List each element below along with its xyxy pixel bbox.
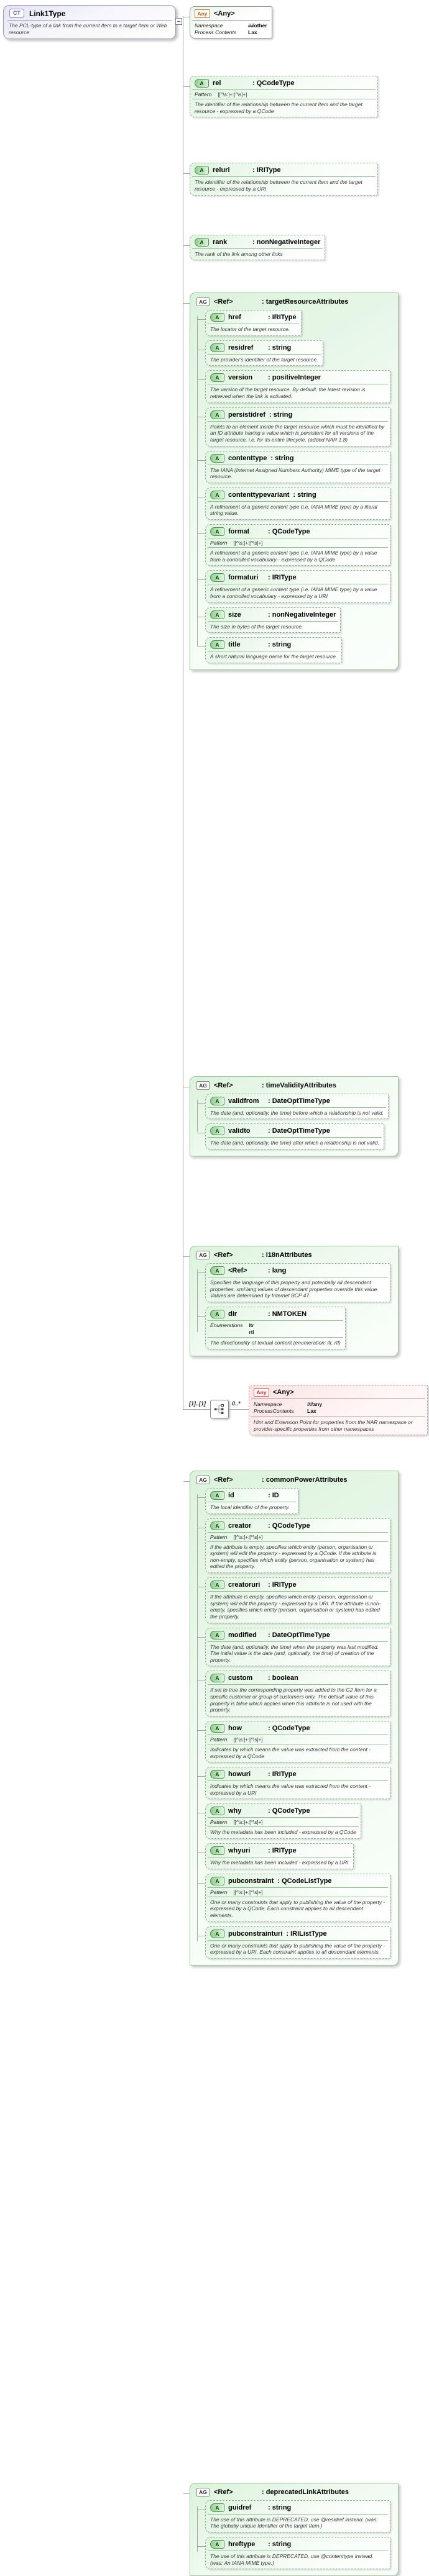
any-icon: Any: [254, 1388, 269, 1397]
attribute-name: id: [228, 1491, 234, 1499]
any-head: [249, 1386, 427, 1399]
attribute-name: rank: [213, 238, 228, 246]
group-attribute-list: [205, 1263, 394, 1349]
attribute-type: : lang: [268, 1267, 287, 1274]
attribute-type: : IRIType: [268, 574, 297, 582]
attribute-box-dir[interactable]: [205, 1307, 346, 1349]
attribute-description: If the attribute is empty, specifies which entity (person, organisation or system) will edit the property - expressed by a QCode. If the attribute is non-empty, specifies which entity (person, organisation or system) has edited the property.: [210, 1543, 377, 1570]
attribute-group-targetResourceAttributes[interactable]: [190, 293, 399, 670]
attribute-head: [206, 451, 390, 465]
attribute-head: [206, 1844, 353, 1857]
attribute-name: dir: [228, 1310, 238, 1318]
enumeration-value: ltr: [249, 1322, 254, 1328]
attribute-icon: A: [210, 1877, 224, 1885]
group-attribute-list: [205, 2500, 394, 2570]
attribute-group-timeValidityAttributes[interactable]: [190, 1076, 399, 1156]
any-properties: [251, 1399, 425, 1417]
attribute-name: validto: [228, 1127, 251, 1135]
attribute-head: [206, 1578, 390, 1591]
attribute-box-title[interactable]: [205, 637, 342, 663]
attribute-description: The IANA (Internet Assigned Numbers Authority) MIME type of the target resource.: [208, 465, 388, 483]
pattern-value: [[^\s:]+:[^\s]+]: [233, 540, 263, 546]
attribute-head: [206, 341, 323, 354]
attribute-type: : string: [269, 410, 293, 419]
attribute-icon: A: [210, 454, 224, 463]
attribute-box-persistidref[interactable]: [205, 407, 390, 447]
wildcard-compositor-icon[interactable]: [210, 1400, 229, 1418]
attribute-name: formaturi: [228, 574, 259, 582]
attribute-box-reluri[interactable]: [190, 163, 378, 195]
attribute-icon: A: [210, 1846, 224, 1855]
attribute-name: guidref: [228, 2503, 252, 2511]
attribute-description: If set to true the corresponding property was added to the G2 Item for a specific customer or group of customers only. The default value of this property is false which applies when this attribute is not used with the property.: [208, 1684, 388, 1716]
attribute-icon: A: [195, 166, 209, 175]
attribute-description: Indicates by which means the value was extracted from the content - expressed by a URI: [208, 1780, 388, 1798]
occurrence-label-right: 0..*: [232, 1400, 241, 1407]
attribute-head: [206, 1519, 390, 1532]
attribute-type: : DateOptTimeType: [268, 1631, 330, 1639]
pattern-value: [[^\s:]+:[^\s]+]: [233, 1534, 263, 1540]
attribute-name: pubconstraint: [228, 1877, 274, 1885]
attribute-type: : IRIType: [252, 166, 281, 175]
attribute-group-head: [195, 1078, 394, 1094]
attribute-box-whyuri[interactable]: [205, 1843, 354, 1869]
attribute-type: : NMTOKEN: [268, 1310, 307, 1318]
attribute-name: size: [228, 610, 241, 619]
attribute-type: : ID: [268, 1491, 279, 1499]
attribute-description: The date (and, optionally, the time) when the property was last modified. The initial value is the date (and, optionally, the time) of creation of the property.: [208, 1641, 388, 1666]
any-property-row: [195, 29, 267, 35]
attribute-icon: A: [195, 79, 209, 88]
attribute-head: [206, 2501, 390, 2514]
attribute-box-size[interactable]: [205, 607, 341, 633]
any-icon: Any: [195, 9, 210, 18]
attribute-icon: A: [210, 1807, 224, 1815]
attribute-type: : string: [268, 2541, 292, 2548]
attribute-group-commonPowerAttributes[interactable]: [190, 1471, 399, 1966]
attribute-type: : string: [293, 491, 316, 499]
attribute-icon: A: [210, 1581, 224, 1589]
attribute-icon: A: [210, 313, 224, 322]
attribute-description: Why the metadata has been included - expressed by a QCode: [210, 1829, 356, 1836]
pattern-label: Pattern: [195, 91, 212, 98]
attribute-head: [206, 1489, 298, 1502]
attribute-name: custom: [228, 1674, 253, 1682]
attribute-head: [206, 1094, 388, 1107]
attribute-box-guidref[interactable]: [205, 2500, 390, 2533]
attribute-icon: A: [210, 610, 224, 619]
any-element-box-any-other[interactable]: [190, 6, 272, 39]
group-ref: <Ref>: [214, 1081, 233, 1089]
attribute-box-pubconstrainturi[interactable]: [205, 1926, 390, 1959]
attribute-icon: A: [210, 1770, 224, 1779]
attribute-type: : string: [268, 2503, 292, 2511]
property-value: Lax: [307, 1408, 316, 1414]
property-label: Namespace: [254, 1401, 282, 1407]
attribute-name: how: [228, 1724, 242, 1732]
property-value: Lax: [248, 29, 257, 35]
attribute-box-custom[interactable]: [205, 1671, 390, 1717]
enumeration-values: [249, 1322, 254, 1336]
attribute-box-howuri[interactable]: [205, 1767, 390, 1799]
attribute-name: pubconstrainturi: [228, 1930, 283, 1938]
attribute-icon: A: [210, 1674, 224, 1682]
attribute-head: [206, 1927, 390, 1940]
connector-line-left: [183, 1409, 210, 1410]
attribute-box-creator[interactable]: [205, 1518, 390, 1574]
complextype-title: Link1Type: [29, 9, 66, 18]
attribute-box-id[interactable]: [205, 1488, 298, 1514]
group-attribute-list: [205, 1094, 394, 1150]
any-head: [190, 7, 272, 20]
attribute-icon: A: [210, 1310, 224, 1318]
attribute-icon: A: [210, 1522, 224, 1530]
attribute-description: The date (and, optionally, the time) before which a relationship is not valid.: [208, 1107, 386, 1119]
property-value: ##any: [307, 1401, 323, 1407]
attribute-description: The date (and, optionally, the time) after which a relationship is not valid.: [208, 1137, 382, 1149]
attribute-icon: A: [210, 1631, 224, 1639]
attribute-type: : string: [268, 343, 292, 351]
attribute-box-pubconstraint[interactable]: [205, 1874, 390, 1922]
property-label: ProcessContents: [254, 1408, 294, 1414]
group-name: : targetResourceAttributes: [262, 298, 349, 306]
attribute-head: [190, 235, 325, 248]
attribute-description: The local identifier of the property.: [208, 1502, 296, 1513]
attribute-box-why[interactable]: [205, 1803, 361, 1839]
attribute-head: [190, 76, 377, 89]
attribute-description: A refinement of a generic content type (i.e. IANA MIME type) by a value from a controlled vocabulary - expressed by a URI: [208, 584, 388, 602]
attribute-description: Points to an element inside the target resource which must be identified by an ID attribute having a value which is persistent for all versions of the target resource, i.e. for its entire lifecycle. (added NAR 1.8): [208, 421, 388, 446]
attribute-type: : nonNegativeInteger: [252, 238, 321, 246]
attribute-group-icon: AG: [196, 1251, 210, 1259]
attribute-head: [206, 638, 341, 651]
attribute-name: modified: [228, 1631, 257, 1639]
attribute-type: : nonNegativeInteger: [268, 610, 336, 619]
attribute-group-icon: AG: [196, 1081, 210, 1090]
attribute-head: [206, 1767, 390, 1780]
attribute-name: reluri: [213, 166, 230, 175]
attribute-head: [206, 1804, 361, 1817]
attribute-head: [206, 525, 390, 538]
pattern-value: [[^\s:]+:[^\s]+]: [233, 1820, 263, 1826]
attribute-name: version: [228, 374, 253, 382]
pattern-row: [192, 89, 376, 99]
attribute-type: : IRIListType: [286, 1930, 327, 1938]
attribute-group-head: [195, 294, 394, 310]
pattern-row: [208, 538, 388, 548]
attribute-icon: A: [210, 2503, 224, 2512]
attribute-description: The use of this attribute is DEPRECATED, use @residref instead. (was: The globally unique Identifier of the target Item.): [208, 2514, 388, 2532]
attribute-box-validto[interactable]: [205, 1123, 384, 1150]
attribute-type: : IRIType: [268, 1847, 297, 1854]
occurrence-label-left: [1]..[1]: [189, 1400, 206, 1407]
attribute-name: persistidref: [228, 410, 265, 419]
attribute-box-formaturi[interactable]: [205, 570, 390, 602]
complextype-head: [4, 6, 175, 20]
attribute-box-href[interactable]: [205, 310, 302, 336]
attribute-group-deprecatedLinkAttributes[interactable]: [190, 2483, 399, 2576]
attribute-head: [206, 1264, 390, 1277]
any-property-row: [254, 1401, 423, 1407]
attribute-head: [206, 571, 390, 584]
attribute-name: contenttype: [228, 454, 267, 462]
collapse-toggle[interactable]: [175, 18, 182, 25]
attribute-icon: A: [210, 573, 224, 582]
property-label: Process Contents: [195, 29, 237, 35]
attribute-group-icon: AG: [196, 297, 210, 306]
attribute-icon: A: [210, 640, 224, 649]
attribute-head: [206, 371, 390, 384]
attribute-description: The rank of the link among other links: [192, 248, 323, 260]
attribute-icon: A: [210, 1266, 224, 1275]
attribute-box-creatoruri[interactable]: [205, 1577, 390, 1623]
attribute-icon: A: [195, 238, 209, 247]
attribute-description: The version of the target resource. By default, the latest revision is retrieved when the link is activated.: [208, 384, 388, 402]
attribute-type: : string: [268, 641, 292, 649]
attribute-name: creatoruri: [228, 1581, 261, 1589]
attribute-icon: A: [210, 343, 224, 352]
group-ref: <Ref>: [214, 298, 233, 306]
any-title: <Any>: [214, 10, 235, 17]
attribute-box-hreftype[interactable]: [205, 2537, 390, 2569]
attribute-head: [206, 2537, 390, 2551]
attribute-description: The provider's identifier of the target resource.: [208, 354, 321, 366]
attribute-group-icon: AG: [196, 1476, 210, 1484]
attribute-description: Specifies the language of this property and potentially all descendant properties. xml:lang values of descendant properties override this value. Values are determined by Internet BCP 47.: [208, 1277, 388, 1302]
property-label: Namespace: [195, 22, 223, 29]
attribute-type: : string: [270, 454, 294, 462]
any-properties: [192, 20, 270, 38]
group-name: : i18nAttributes: [262, 1251, 312, 1259]
attribute-description: A refinement of a generic content type (i.e. IANA MIME type) by a value from a controlled vocabulary - expressed by a QCode: [210, 550, 377, 563]
pattern-row: [208, 1735, 388, 1744]
branch-glyph: [213, 1402, 226, 1416]
attribute-head: [206, 408, 390, 421]
complextype-icon: CT: [9, 9, 24, 18]
pattern-row: [208, 1887, 388, 1897]
attribute-type: : QCodeType: [268, 1807, 310, 1815]
attribute-name: hreftype: [228, 2541, 256, 2548]
attribute-group-head: [195, 1248, 394, 1263]
attribute-head: [206, 1874, 390, 1887]
attribute-description: One or many constraints that apply to publishing the value of the property - expressed by a URI. Each constraint applies to all descendant elements.: [208, 1940, 388, 1958]
attribute-description: The directionality of textual content (enumeration: ltr, rtl): [210, 1340, 341, 1346]
group-name: : timeValidityAttributes: [262, 1081, 336, 1089]
attribute-name: residref: [228, 343, 254, 351]
attribute-head: [206, 1307, 345, 1320]
attribute-box-validfrom[interactable]: [205, 1094, 389, 1120]
attribute-icon: A: [210, 1930, 224, 1938]
attribute-name: href: [228, 314, 241, 322]
attribute-description: A refinement of a generic content type (i.e. IANA MIME type) by a literal string value.: [208, 501, 388, 519]
attribute-head: [206, 1628, 390, 1641]
attribute-description: The identifier of the relationship between the current Item and the target resource - expressed by a QCode: [195, 101, 362, 114]
attribute-type: : QCodeListType: [277, 1877, 332, 1885]
attribute-icon: A: [210, 410, 224, 419]
group-ref: <Ref>: [214, 2488, 233, 2496]
attribute-name: contenttypevariant: [228, 491, 290, 499]
attribute-type: : DateOptTimeType: [268, 1097, 330, 1105]
attribute-name: whyuri: [228, 1847, 251, 1854]
attribute-name: validfrom: [228, 1097, 259, 1105]
attribute-icon: A: [210, 373, 224, 382]
attribute-description: Why the metadata has been included - expressed by a URI: [208, 1857, 351, 1869]
enumerations-label: Enumerations: [210, 1322, 243, 1328]
footer-any-slot: [249, 1385, 428, 1435]
attribute-box-residref[interactable]: [205, 340, 323, 366]
group-attribute-list: [205, 1488, 394, 1959]
attribute-box-contenttype[interactable]: [205, 451, 390, 483]
attribute-box-how[interactable]: [205, 1721, 390, 1762]
attribute-type: : IRIType: [268, 314, 297, 322]
attribute-icon: A: [210, 491, 224, 499]
any-title: <Any>: [273, 1389, 294, 1396]
attribute-head: [206, 311, 301, 324]
attribute-head: [206, 608, 340, 621]
minus-icon: [177, 21, 180, 22]
pattern-label: Pattern: [210, 1889, 228, 1895]
attribute-box-rank[interactable]: [190, 235, 325, 261]
attribute-head: [206, 1671, 390, 1684]
attribute-description: The locator of the target resource.: [208, 324, 299, 335]
attribute-group-head: [195, 1472, 394, 1488]
pattern-value: [[^\s:]+:[^\s]+]: [218, 92, 247, 98]
attribute-type: : QCodeType: [268, 1522, 310, 1530]
attribute-type: : boolean: [268, 1674, 298, 1682]
attribute-icon: A: [210, 1127, 224, 1135]
attribute-type: : IRIType: [268, 1771, 297, 1779]
attribute-head: [206, 1721, 390, 1735]
attribute-box-contenttypevariant[interactable]: [205, 488, 390, 520]
group-ref: <Ref>: [214, 1476, 233, 1484]
attribute-icon: A: [210, 2540, 224, 2549]
attribute-type: : positiveInteger: [268, 374, 321, 382]
attribute-group-head: [195, 2485, 394, 2500]
attribute-box-rel[interactable]: [190, 76, 378, 117]
attribute-name: rel: [213, 79, 221, 87]
attribute-box-format[interactable]: [205, 524, 390, 566]
attribute-name: why: [228, 1807, 242, 1815]
attribute-description: If the attribute is empty, specifies which entity (person, organisation or system) will edit the property - expressed by a URI. If the attribute is non-empty, specifies which entity (person, organisation or system) has edited the property.: [208, 1591, 388, 1623]
any-property-row: [254, 1408, 423, 1414]
complextype-box-link1type[interactable]: [3, 5, 176, 39]
attribute-head: [206, 1124, 384, 1137]
attribute-description: Indicates by which means the value was extracted from the content - expressed by a QCode: [210, 1746, 371, 1759]
attribute-name: creator: [228, 1522, 252, 1530]
any-property-row: [195, 22, 267, 29]
group-ref: <Ref>: [214, 1251, 233, 1259]
attribute-type: : IRIType: [268, 1581, 297, 1589]
property-value: ##other: [248, 22, 267, 29]
connector-line-right: [229, 1409, 249, 1410]
attribute-icon: A: [210, 1097, 224, 1105]
attribute-group-i18nAttributes[interactable]: [190, 1246, 399, 1356]
pattern-row: [208, 1532, 388, 1542]
pattern-label: Pattern: [210, 540, 228, 546]
attribute-description: The identifier of the relationship between the current Item and the target resource - expressed by a URI: [192, 176, 376, 194]
attribute-name: <Ref>: [228, 1267, 247, 1274]
any-element-box-any-nar[interactable]: [249, 1385, 428, 1435]
pattern-label: Pattern: [210, 1533, 228, 1540]
attribute-icon: A: [210, 527, 224, 536]
attribute-name: title: [228, 641, 241, 649]
attribute-type: : DateOptTimeType: [268, 1127, 330, 1135]
attribute-type: : QCodeType: [252, 79, 295, 87]
attribute-description: One or many constraints that apply to publishing the value of the property - expressed by a QCode. Each constraint applies to all descendant elements.: [210, 1898, 385, 1918]
attribute-description: The size in bytes of the target resource.: [208, 621, 338, 633]
attribute-head: [190, 163, 377, 176]
attribute-icon: A: [210, 1724, 224, 1733]
pattern-value: [[^\s:]+:[^\s]+]: [233, 1889, 263, 1895]
pattern-label: Pattern: [210, 1736, 228, 1743]
attribute-box-modified[interactable]: [205, 1628, 390, 1667]
pattern-value: [[^\s:]+:[^\s]+]: [233, 1736, 263, 1743]
attribute-description: A short natural language name for the target resource.: [208, 651, 339, 663]
enumerations-row: [208, 1320, 343, 1338]
group-attribute-list: [205, 310, 394, 663]
attribute-description: The use of this attribute is DEPRECATED, use @contenttype instead. (was: An IANA MIME type.): [208, 2551, 388, 2569]
group-name: : deprecatedLinkAttributes: [262, 2488, 349, 2496]
group-name: : commonPowerAttributes: [262, 1476, 348, 1484]
attribute-group-icon: AG: [196, 2488, 210, 2497]
pattern-label: Pattern: [210, 1819, 228, 1826]
enumeration-value: rtl: [249, 1330, 254, 1336]
attribute-box-lang[interactable]: [205, 1263, 390, 1302]
attribute-name: howuri: [228, 1771, 251, 1779]
complextype-description: The PCL-type of a link from the current Item to a target Item or Web resource: [7, 20, 172, 39]
attribute-type: : QCodeType: [268, 528, 310, 535]
attribute-head: [206, 488, 390, 501]
pattern-row: [208, 1817, 359, 1827]
attribute-type: : QCodeType: [268, 1724, 310, 1732]
attribute-icon: A: [210, 1491, 224, 1500]
any-description: Hint and Extension Point for properties from the NAR namespace or provider-specific properties from other namespaces: [251, 1417, 425, 1435]
attribute-box-version[interactable]: [205, 370, 390, 402]
attribute-name: format: [228, 528, 250, 535]
